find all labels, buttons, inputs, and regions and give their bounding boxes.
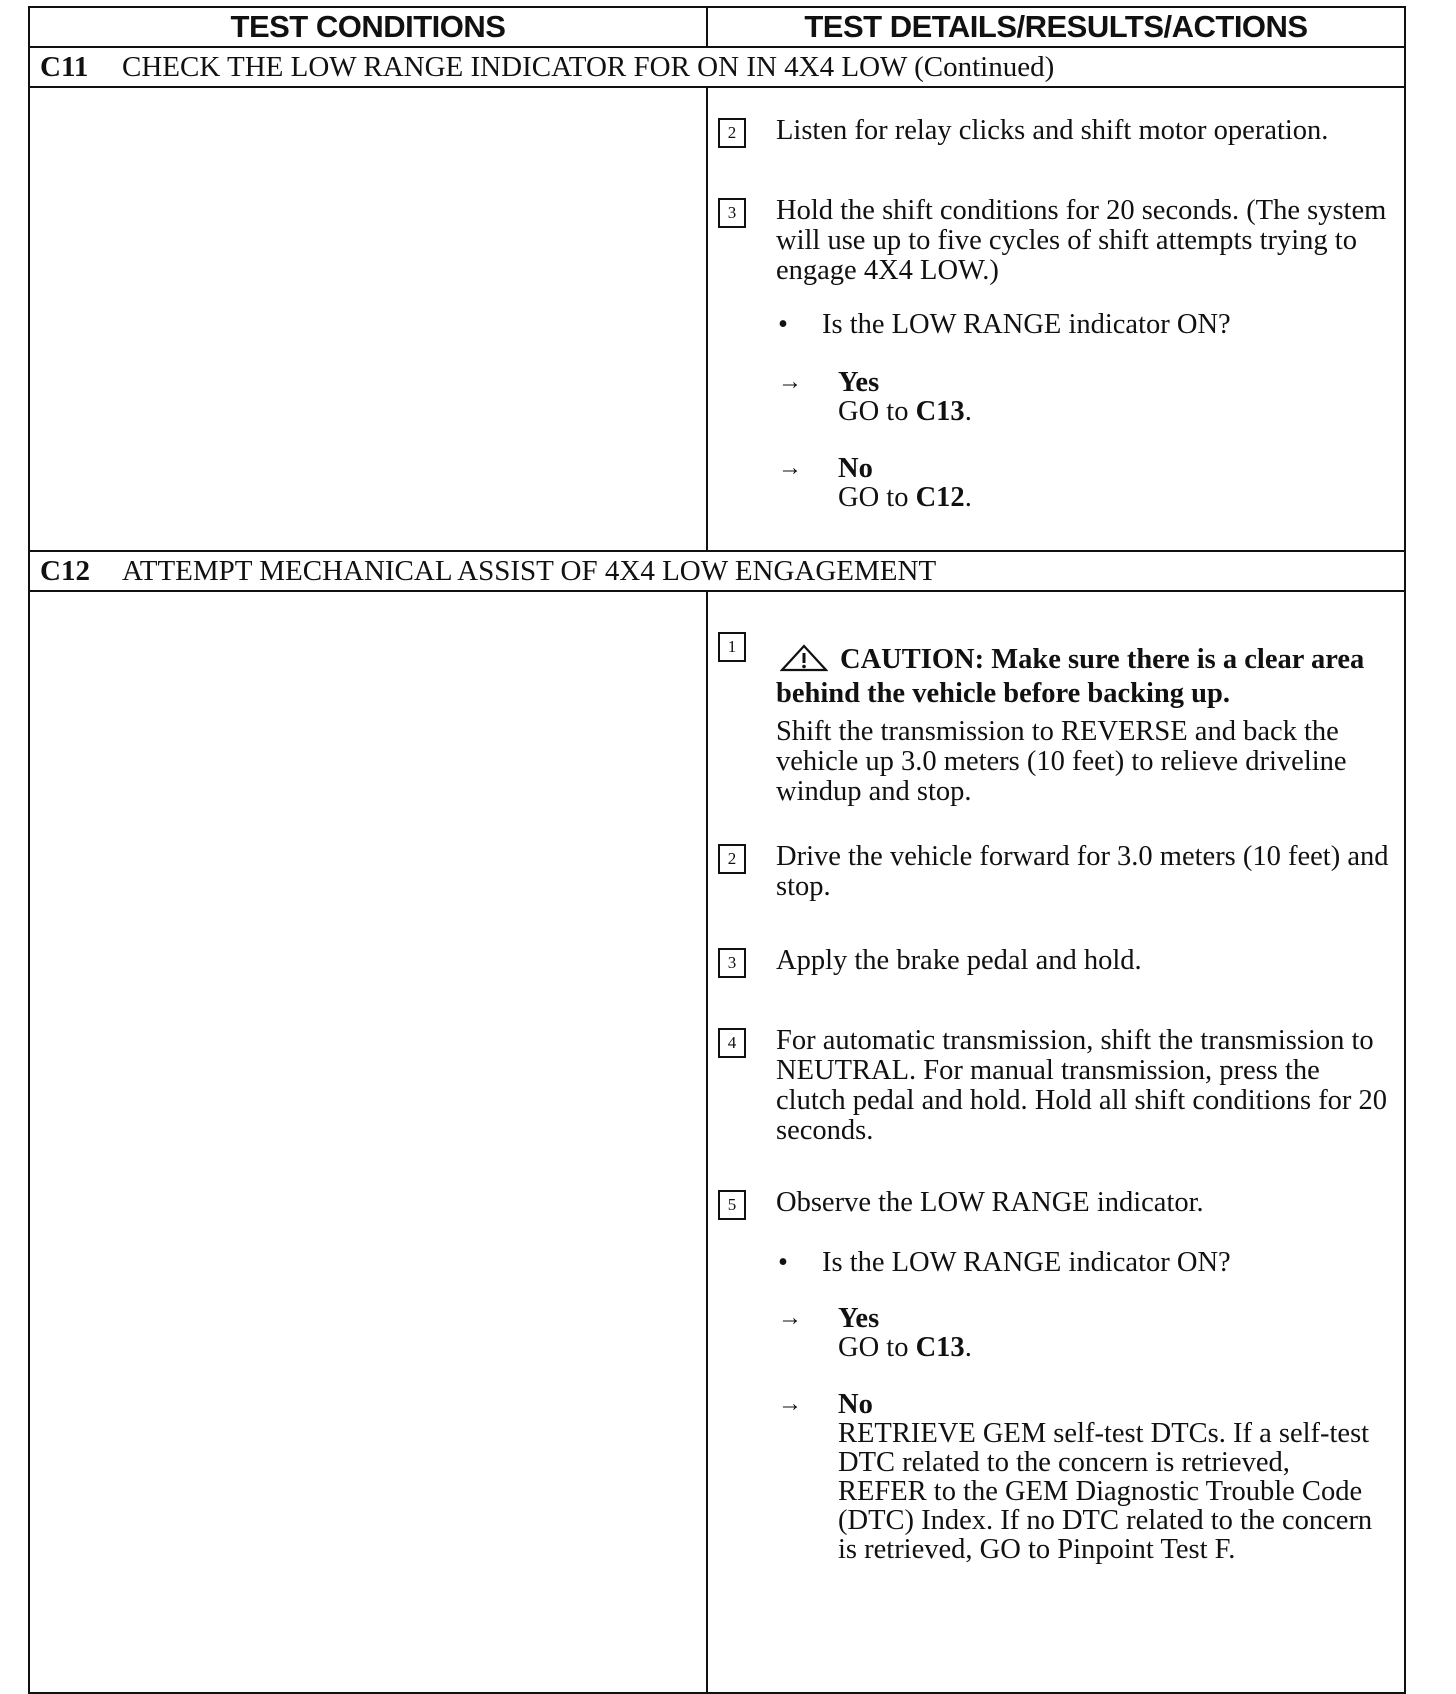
c12-step-2 xyxy=(718,842,1390,902)
pinpoint-test-table xyxy=(28,6,1406,1694)
section-c11-title-row xyxy=(29,47,1405,87)
c11-answer-yes: → Yes GO to C13. xyxy=(778,368,1378,426)
answer-label: No xyxy=(838,1389,873,1420)
c11-question xyxy=(778,310,1231,340)
section-c12-title-row xyxy=(29,551,1405,591)
step-number-box: 1 xyxy=(718,632,746,662)
section-c11-title xyxy=(29,47,1405,87)
c12-test-details-cell xyxy=(707,591,1405,1693)
c12-step-3 xyxy=(718,946,1390,976)
section-code: C11 xyxy=(40,50,89,83)
header-test-conditions: TEST CONDITIONS xyxy=(29,7,707,47)
step-number-box: 2 xyxy=(718,118,746,148)
answer-label: No xyxy=(838,453,873,484)
c11-step-3 xyxy=(718,196,1390,286)
step-text: Apply the brake pedal and hold. xyxy=(776,945,1142,976)
answer-label: Yes xyxy=(838,1303,880,1334)
c12-answer-yes: → Yes GO to C13. xyxy=(778,1304,1378,1362)
step-text: Shift the transmission to REVERSE and back the vehicle up 3.0 meters (10 feet) to relieve driveline windup and stop. xyxy=(776,716,1347,807)
c11-test-details-cell xyxy=(707,87,1405,551)
section-code: C12 xyxy=(40,554,90,587)
answer-text: RETRIEVE GEM self-test DTCs. If a self-test DTC related to the concern is retrieved, REFER to the GEM Diagnostic Trouble Code (DTC) Index. If no DTC related to the concern is retrieved, GO to Pinpoint Test F. xyxy=(838,1418,1373,1565)
step-number-box: 3 xyxy=(718,198,746,228)
section-c12-title xyxy=(29,551,1405,591)
c12-question xyxy=(778,1248,1231,1278)
answer-prefix: GO to xyxy=(838,396,909,427)
bullet-icon: • xyxy=(778,309,788,340)
step-text: Observe the LOW RANGE indicator. xyxy=(776,1187,1204,1218)
header-test-details: TEST DETAILS/RESULTS/ACTIONS xyxy=(707,7,1405,47)
arrow-right-icon: → xyxy=(778,369,802,395)
caution-text: CAUTION: Make sure there is a clear area behind the vehicle before backing up. xyxy=(776,644,1365,709)
step-number-box: 5 xyxy=(718,1190,746,1220)
c12-step-5 xyxy=(718,1188,1390,1218)
section-c11-body-row xyxy=(29,87,1405,551)
question-text: Is the LOW RANGE indicator ON? xyxy=(822,309,1231,340)
step-text: Drive the vehicle forward for 3.0 meters (10 feet) and stop. xyxy=(776,841,1389,902)
step-text: For automatic transmission, shift the transmission to NEUTRAL. For manual transmission, press the clutch pedal and hold. Hold all shift conditions for 20 seconds. xyxy=(776,1025,1388,1146)
section-title: CHECK THE LOW RANGE INDICATOR FOR ON IN 4X4 LOW (Continued) xyxy=(122,50,1055,83)
c11-step-2 xyxy=(718,116,1390,146)
step-number-box: 3 xyxy=(718,948,746,978)
step-number-box: 2 xyxy=(718,844,746,874)
answer-prefix: GO to xyxy=(838,482,909,513)
section-title: ATTEMPT MECHANICAL ASSIST OF 4X4 LOW ENGAGEMENT xyxy=(122,554,937,587)
c12-answer-no xyxy=(778,1390,1378,1564)
bullet-icon: • xyxy=(778,1247,788,1278)
answer-target: C13 xyxy=(915,1332,965,1363)
answer-prefix: GO to xyxy=(838,1332,909,1363)
step-text: Listen for relay clicks and shift motor operation. xyxy=(776,115,1329,146)
c11-test-conditions-cell xyxy=(29,87,707,551)
c11-answer-no: → No GO to C12. xyxy=(778,454,1378,512)
c12-step-1 xyxy=(718,630,1390,807)
c12-test-conditions-cell xyxy=(29,591,707,1693)
arrow-right-icon: → xyxy=(778,1391,802,1417)
table-header-row xyxy=(29,7,1405,47)
c12-step-4 xyxy=(718,1026,1390,1146)
section-c12-body-row xyxy=(29,591,1405,1693)
arrow-right-icon: → xyxy=(778,1305,802,1331)
answer-target: C13 xyxy=(915,396,965,427)
answer-target: C12 xyxy=(915,482,965,513)
warning-triangle-icon xyxy=(780,644,828,679)
arrow-right-icon: → xyxy=(778,455,802,481)
question-text: Is the LOW RANGE indicator ON? xyxy=(822,1247,1231,1278)
step-number-box: 4 xyxy=(718,1028,746,1058)
answer-label: Yes xyxy=(838,367,880,398)
step-text: Hold the shift conditions for 20 seconds. (The system will use up to five cycles of shift attempts trying to engage 4X4 LOW.) xyxy=(776,195,1387,286)
